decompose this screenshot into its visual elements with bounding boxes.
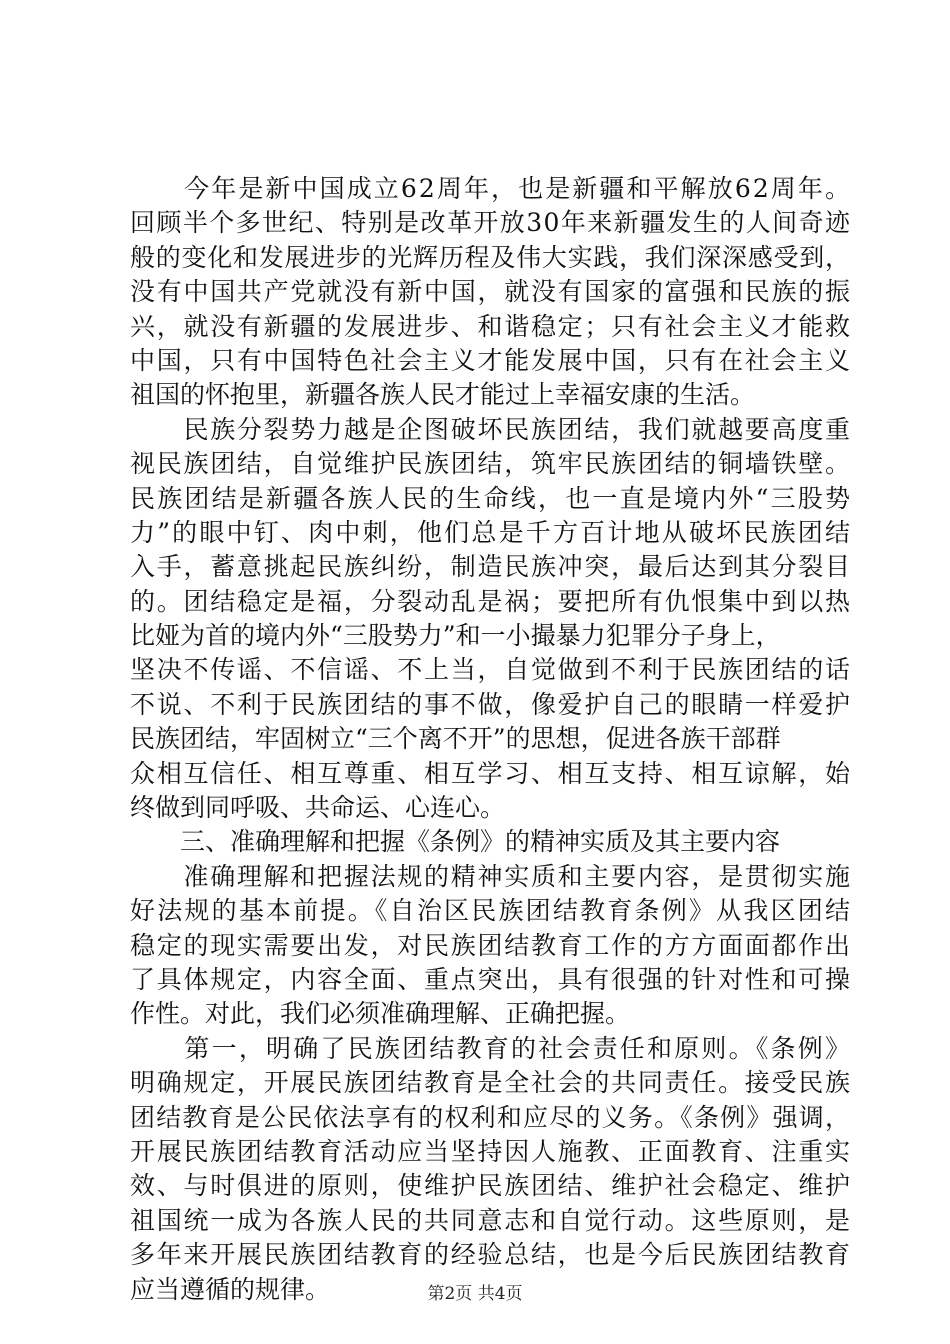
document-body — [130, 172, 853, 1307]
text-line: 民族分裂势力越是企图破坏民族团结，我们就越要高度重 — [130, 414, 852, 444]
text-line: 祖国统一成为各族人民的共同意志和自觉行动。这些原则，是 — [130, 1205, 852, 1235]
text-line: 众相互信任、相互尊重、相互学习、相互支持、相互谅解，始 — [130, 758, 852, 788]
text-line: 好法规的基本前提。《自治区民族团结教育条例》从我区团结 — [130, 896, 853, 926]
text-line: 中国，只有中国特色社会主义才能发展中国，只有在社会主义 — [130, 345, 852, 375]
text-line: 准确理解和把握法规的精神实质和主要内容，是贯彻实施 — [130, 861, 852, 891]
text-line: 团结教育是公民依法享有的权利和应尽的义务。《条例》强调， — [130, 1102, 852, 1132]
text-line: 了具体规定，内容全面、重点突出，具有很强的针对性和可操 — [130, 964, 852, 994]
text-line: 坚决不传谣、不信谣、不上当，自觉做到不利于民族团结的话 — [130, 655, 852, 685]
text-line: 入手，蓄意挑起民族纠纷，制造民族冲突，最后达到其分裂目 — [130, 552, 852, 582]
text-line: 应当遵循的规律。 — [130, 1274, 331, 1304]
text-line: 稳定的现实需要出发，对民族团结教育工作的方方面面都作出 — [130, 930, 852, 960]
text-line: 没有中国共产党就没有新中国，就没有国家的富强和民族的振 — [130, 277, 852, 307]
text-line: 开展民族团结教育活动应当坚持因人施教、正面教育、注重实 — [130, 1136, 852, 1166]
text-line: 力”的眼中钉、肉中刺，他们总是千方百计地从破坏民族团结 — [130, 517, 853, 547]
text-line: 民族团结是新疆各族人民的生命线，也一直是境内外“三股势 — [130, 483, 853, 513]
text-line: 明确规定，开展民族团结教育是全社会的共同责任。接受民族 — [130, 1068, 852, 1098]
page-footer: 第2页 共4页 — [427, 1284, 523, 1304]
text-line: 祖国的怀抱里，新疆各族人民才能过上幸福安康的生活。 — [130, 380, 756, 410]
text-line: 民族团结，牢固树立“三个离不开”的思想，促进各族干部群 — [130, 724, 781, 754]
text-line: 第一，明确了民族团结教育的社会责任和原则。《条例》 — [130, 1033, 853, 1063]
text-line: 兴，就没有新疆的发展进步、和谐稳定；只有社会主义才能救 — [130, 311, 852, 341]
text-line: 今年是新中国成立62周年，也是新疆和平解放62周年。 — [130, 174, 853, 203]
text-line: 比娅为首的境内外“三股势力”和一小撮暴力犯罪分子身上， — [130, 621, 781, 651]
text-line: 效、与时俱进的原则，使维护民族团结、维护社会稳定、维护 — [130, 1171, 852, 1201]
text-line: 作性。对此，我们必须准确理解、正确把握。 — [130, 999, 631, 1029]
text-line: 不说、不利于民族团结的事不做，像爱护自己的眼睛一样爱护 — [130, 689, 852, 719]
text-line: 三、准确理解和把握《条例》的精神实质及其主要内容 — [130, 827, 781, 857]
text-line: 的。团结稳定是福，分裂动乱是祸；要把所有仇恨集中到以热 — [130, 586, 852, 616]
text-line: 视民族团结，自觉维护民族团结，筑牢民族团结的铜墙铁壁。 — [130, 449, 852, 479]
text-line: 般的变化和发展进步的光辉历程及伟大实践，我们深深感受到， — [130, 242, 851, 272]
text-line: 多年来开展民族团结教育的经验总结，也是今后民族团结教育 — [130, 1240, 852, 1270]
text-line: 回顾半个多世纪、特别是改革开放30年来新疆发生的人间奇迹 — [130, 208, 852, 238]
text-line: 终做到同呼吸、共命运、心连心。 — [130, 793, 506, 823]
